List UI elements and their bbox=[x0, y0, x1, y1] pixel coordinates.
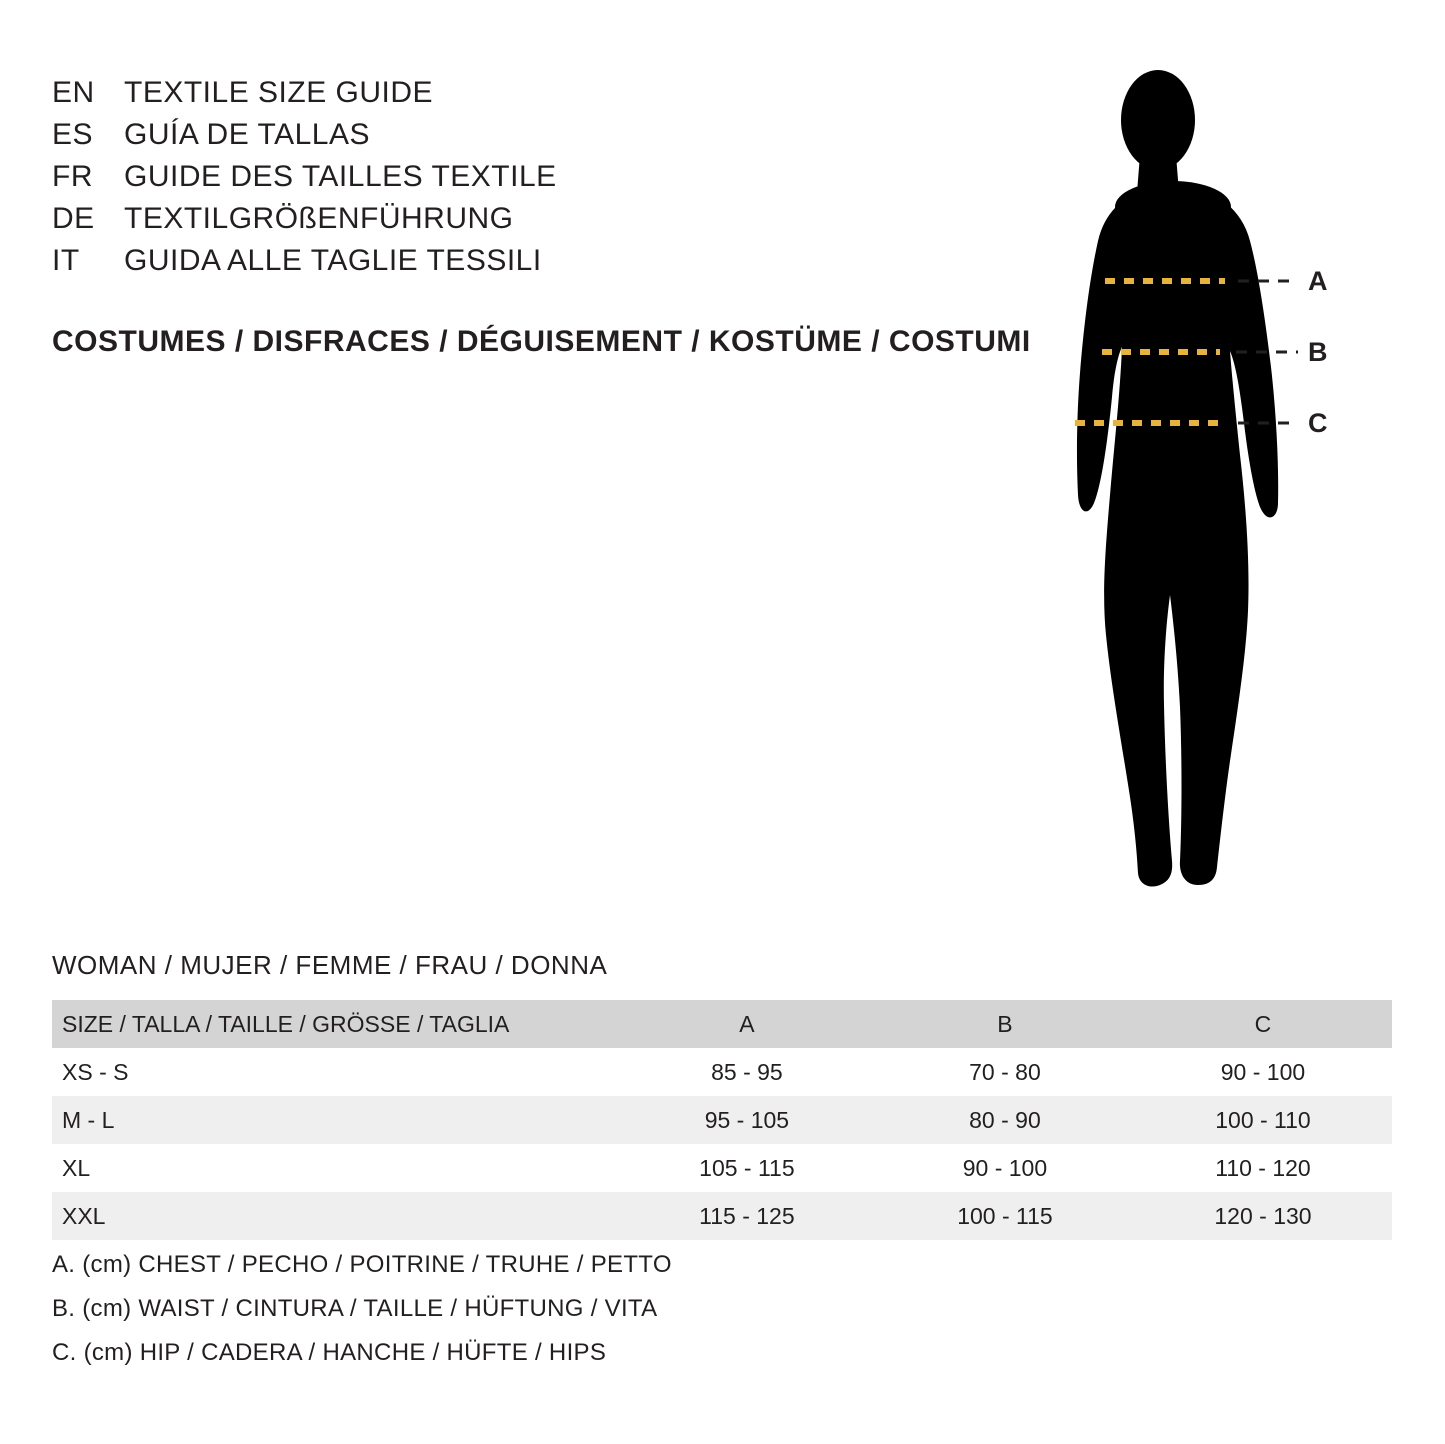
measurement-label-c: C bbox=[1308, 408, 1328, 438]
language-title: GUIDE DES TAILLES TEXTILE bbox=[124, 160, 557, 193]
column-header-c: C bbox=[1254, 1010, 1272, 1037]
table-row bbox=[52, 1192, 1392, 1240]
table-title: WOMAN / MUJER / FEMME / FRAU / DONNA bbox=[52, 950, 608, 980]
table-row bbox=[52, 1048, 1392, 1096]
column-header-b: B bbox=[997, 1010, 1013, 1037]
language-code: EN bbox=[52, 76, 95, 109]
column-header-size: SIZE / TALLA / TAILLE / GRÖSSE / TAGLIA bbox=[62, 1010, 510, 1037]
language-row bbox=[52, 114, 952, 156]
cell-c: 100 - 110 bbox=[1215, 1106, 1311, 1133]
cell-b: 80 - 90 bbox=[969, 1106, 1041, 1133]
language-code: ES bbox=[52, 118, 94, 151]
silhouette-svg bbox=[1010, 55, 1370, 895]
cell-a: 85 - 95 bbox=[711, 1058, 783, 1085]
measurement-legend bbox=[52, 1243, 672, 1375]
language-title: TEXTILGRÖßENFÜHRUNG bbox=[124, 202, 514, 235]
cell-a: 105 - 115 bbox=[699, 1154, 795, 1181]
measurement-label-a: A bbox=[1308, 266, 1328, 296]
language-row bbox=[52, 156, 952, 198]
female-silhouette-figure bbox=[1010, 55, 1370, 895]
language-code: IT bbox=[52, 244, 80, 277]
cell-b: 100 - 115 bbox=[957, 1202, 1053, 1229]
table-header-row bbox=[52, 1000, 1392, 1048]
cell-c: 120 - 130 bbox=[1214, 1202, 1312, 1229]
legend-item-b: B. (cm) WAIST / CINTURA / TAILLE / HÜFTUNG / VITA bbox=[52, 1295, 658, 1322]
column-header-a: A bbox=[739, 1010, 755, 1037]
cell-a: 95 - 105 bbox=[704, 1106, 790, 1133]
language-list bbox=[52, 72, 952, 282]
language-row bbox=[52, 198, 952, 240]
language-code: DE bbox=[52, 202, 95, 235]
language-row bbox=[52, 240, 952, 282]
language-title: GUÍA DE TALLAS bbox=[124, 118, 370, 151]
table-row bbox=[52, 1144, 1392, 1192]
cell-size: XXL bbox=[62, 1202, 106, 1229]
cell-size: M - L bbox=[62, 1106, 115, 1133]
cell-b: 70 - 80 bbox=[969, 1058, 1041, 1085]
costumes-subtitle: COSTUMES / DISFRACES / DÉGUISEMENT / KOSTÜME / COSTUMI bbox=[52, 325, 1031, 358]
cell-size: XL bbox=[62, 1154, 91, 1181]
cell-b: 90 - 100 bbox=[962, 1154, 1048, 1181]
table-row bbox=[52, 1096, 1392, 1144]
language-title: GUIDA ALLE TAGLIE TESSILI bbox=[124, 244, 542, 277]
cell-a: 115 - 125 bbox=[699, 1202, 795, 1229]
legend-item-a: A. (cm) CHEST / PECHO / POITRINE / TRUHE / PETTO bbox=[52, 1251, 672, 1278]
language-row bbox=[52, 72, 952, 114]
cell-size: XS - S bbox=[62, 1058, 129, 1085]
language-title: TEXTILE SIZE GUIDE bbox=[124, 76, 434, 109]
legend-item-c: C. (cm) HIP / CADERA / HANCHE / HÜFTE / HIPS bbox=[52, 1339, 607, 1366]
measurement-label-b: B bbox=[1308, 337, 1328, 367]
size-table bbox=[52, 1000, 1392, 1240]
cell-c: 110 - 120 bbox=[1215, 1154, 1311, 1181]
cell-c: 90 - 100 bbox=[1220, 1058, 1306, 1085]
language-code: FR bbox=[52, 160, 93, 193]
